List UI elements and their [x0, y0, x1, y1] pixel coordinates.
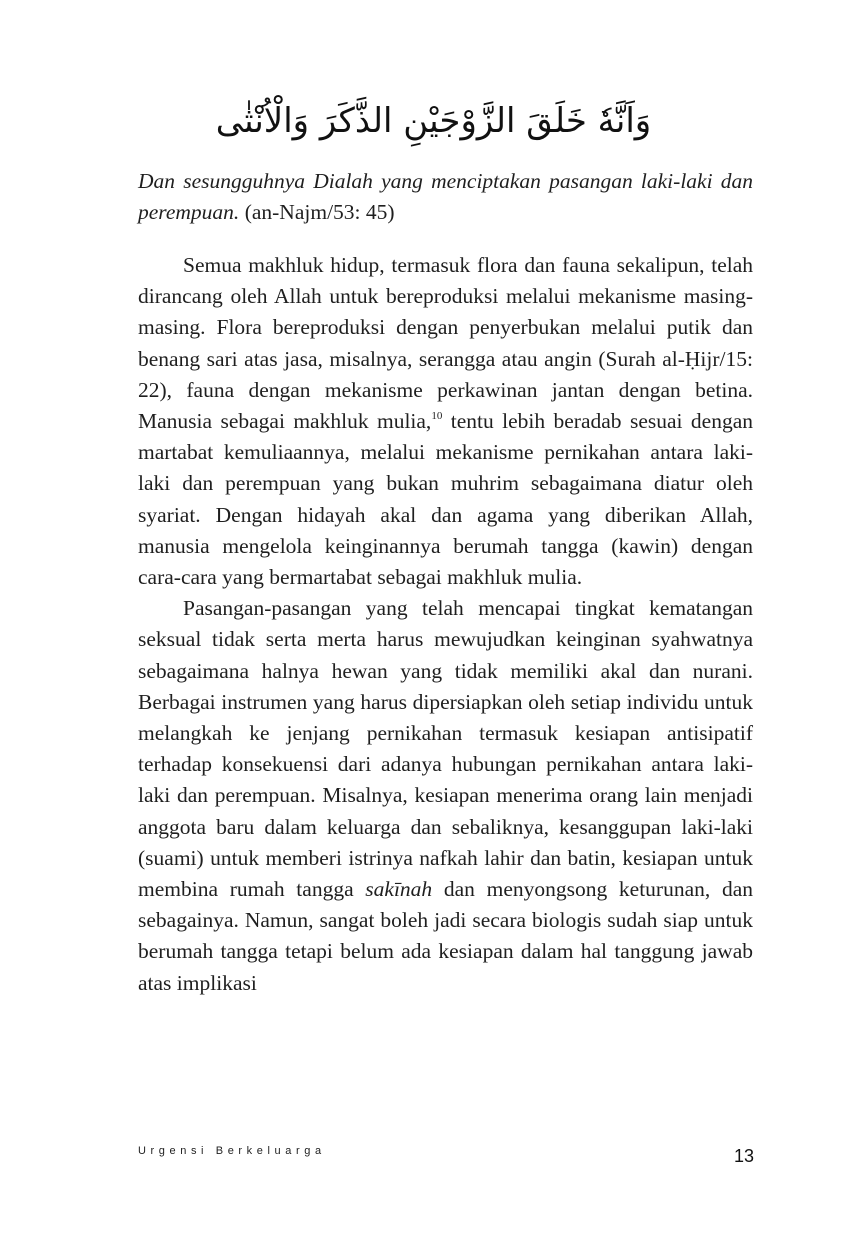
paragraph-2-part-1: Pasangan-pasangan yang telah mencapai tingkat kematangan seksual tidak serta merta harus mewujudkan keinginan syahwatnya sebagaimana halnya hewan yang tidak memiliki akal dan nurani. Berbagai instrumen yang harus dipersiapkan oleh setiap individu untuk melangkah ke jenjang pernikahan termasuk kesiapan antisipatif terhadap konsekuensi dari adanya hubungan pernikahan antara laki-laki dan perempuan. Misalnya, kesiapan menerima orang lain menjadi anggota baru dalam keluarga dan sebaliknya, kesanggupan laki-laki (suami) untuk memberi istrinya nafkah lahir dan batin, kesiapan untuk membina rumah tangga: [138, 596, 753, 902]
body-text: [138, 250, 753, 999]
verse-translation: [138, 166, 753, 228]
footnote-marker: 10: [431, 410, 443, 423]
page-number: 13: [733, 1146, 754, 1166]
paragraph-1-part-2: tentu lebih beradab sesuai dengan martabat kemuliaannya, melalui mekanisme pernikahan antara laki-laki dan perempuan yang bukan muhrim sebagaimana diatur oleh syariat. Dengan hidayah akal dan agama yang diberikan Allah, manusia mengelola keinginannya berumah tangga (kawin) dengan cara-cara yang bermartabat sebagai makhluk mulia.: [138, 409, 753, 590]
paragraph: [138, 250, 753, 593]
paragraph-2-part-2: dan menyongsong keturunan, dan sebagainya. Namun, sangat boleh jadi secara biologis sudah siap untuk berumah tangga tetapi belum ada kesiapan dalam hal tanggung jawab atas implikasi: [138, 877, 753, 995]
verse-citation: (an-Najm/53: 45): [239, 200, 395, 224]
running-footer-title: Urgensi Berkeluarga: [138, 1145, 326, 1157]
italic-term: sakīnah: [365, 877, 433, 902]
paragraph-1-part-1: Semua makhluk hidup, termasuk flora dan fauna sekalipun, telah dirancang oleh Allah untuk bereproduksi melalui mekanisme masing-masing. Flora bereproduksi dengan penyerbukan melalui putik dan benang sari atas jasa, misalnya, serangga atau angin (Surah al-Ḥijr/15: 22), fauna dengan mekanisme perkawinan jantan dengan betina. Manusia sebagai makhluk mulia,: [138, 253, 753, 434]
paragraph: [138, 593, 753, 999]
translation-text: Dan sesungguhnya Dialah yang menciptakan pasangan laki-laki dan perempuan.: [138, 169, 753, 224]
arabic-verse: وَاَنَّهٗ خَلَقَ الزَّوْجَيْنِ الذَّكَرَ وَالْاُنْثٰى: [215, 101, 652, 141]
